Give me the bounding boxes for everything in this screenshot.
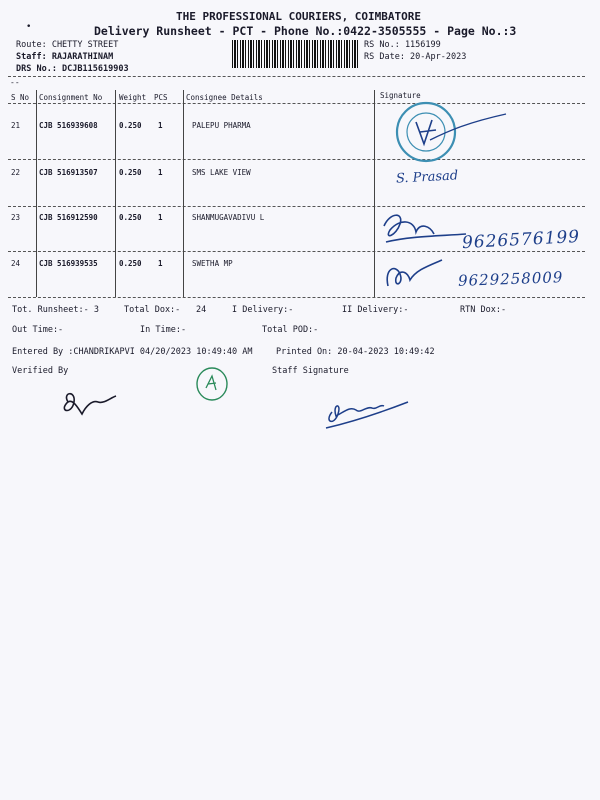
entered-by: Entered By :CHANDRIKAPVI 04/20/2023 10:49:40 AM: [12, 347, 253, 357]
tick-mark: •: [26, 22, 32, 32]
row23-phone: 9626576199: [461, 226, 581, 254]
runsheet-subtitle: Delivery Runsheet - PCT - Phone No.:0422-3505555 - Page No.:3: [94, 24, 517, 38]
divider-mark: --: [10, 78, 20, 87]
row-sno: 23: [11, 213, 21, 222]
drs-number: DRS No.: DCJB115619903: [16, 64, 129, 74]
row-pcs: 1: [158, 213, 163, 222]
divider: [8, 206, 585, 207]
rs-date: RS Date: 20-Apr-2023: [364, 52, 467, 62]
column-rule: [36, 90, 37, 297]
verifier-initial-circle: [194, 366, 230, 402]
divider: [8, 159, 585, 160]
ii-delivery: II Delivery:-: [342, 305, 409, 315]
row-sno: 24: [11, 259, 21, 268]
total-dox-label: Total Dox:-: [124, 305, 181, 315]
divider: [8, 103, 585, 104]
col-header-consignee: Consignee Details: [186, 93, 263, 102]
printed-on: Printed On: 20-04-2023 10:49:42: [276, 347, 435, 357]
row-consignment: CJB 516913507: [39, 168, 98, 177]
company-title: THE PROFESSIONAL COURIERS, COIMBATORE: [176, 10, 422, 23]
in-time: In Time:-: [140, 325, 187, 335]
row24-signature-scribble: [382, 258, 446, 292]
divider: [8, 297, 585, 298]
row-consignment: CJB 516939608: [39, 121, 98, 130]
row21-signature-stroke: [430, 110, 510, 150]
staff-signature-label: Staff Signature: [272, 366, 349, 376]
total-dox-value: 24: [196, 305, 207, 315]
row-consignment: CJB 516912590: [39, 213, 98, 222]
row-consignee: PALEPU PHARMA: [192, 121, 251, 130]
column-rule: [183, 90, 184, 297]
row-weight: 0.250: [119, 213, 142, 222]
staff-label: Staff: RAJARATHINAM: [16, 52, 114, 62]
rs-number: RS No.: 1156199: [364, 40, 441, 50]
row24-phone: 9629258009: [457, 268, 564, 290]
barcode: [232, 40, 358, 68]
row-consignee: SWETHA MP: [192, 259, 233, 268]
row-pcs: 1: [158, 168, 163, 177]
col-header-sno: S No: [11, 93, 30, 102]
i-delivery: I Delivery:-: [232, 305, 294, 315]
column-rule: [374, 90, 375, 297]
route-label: Route: CHETTY STREET: [16, 40, 119, 50]
total-pod: Total POD:-: [262, 325, 319, 335]
row-pcs: 1: [158, 121, 163, 130]
staff-signature: [322, 392, 412, 432]
out-time: Out Time:-: [12, 325, 64, 335]
row-pcs: 1: [158, 259, 163, 268]
verifier-signature: [58, 388, 118, 420]
divider: [8, 76, 585, 77]
row-sno: 21: [11, 121, 21, 130]
rtn-dox: RTN Dox:-: [460, 305, 507, 315]
row-consignee: SMS LAKE VIEW: [192, 168, 251, 177]
column-rule: [115, 90, 116, 297]
row-weight: 0.250: [119, 259, 142, 268]
verified-by-label: Verified By: [12, 366, 69, 376]
col-header-weight: Weight: [119, 93, 147, 102]
row23-signature-scribble: [380, 206, 470, 250]
row-weight: 0.250: [119, 121, 142, 130]
row-sno: 22: [11, 168, 21, 177]
tot-runsheet: Tot. Runsheet:- 3: [12, 305, 99, 315]
row-consignee: SHANMUGAVADIVU L: [192, 213, 265, 222]
row-consignment: CJB 516939535: [39, 259, 98, 268]
row22-signature: S. Prasad: [395, 168, 459, 187]
col-header-consignment: Consignment No: [39, 93, 103, 102]
col-header-pcs: PCS: [154, 93, 168, 102]
col-header-signature: Signature: [380, 91, 421, 100]
row-weight: 0.250: [119, 168, 142, 177]
